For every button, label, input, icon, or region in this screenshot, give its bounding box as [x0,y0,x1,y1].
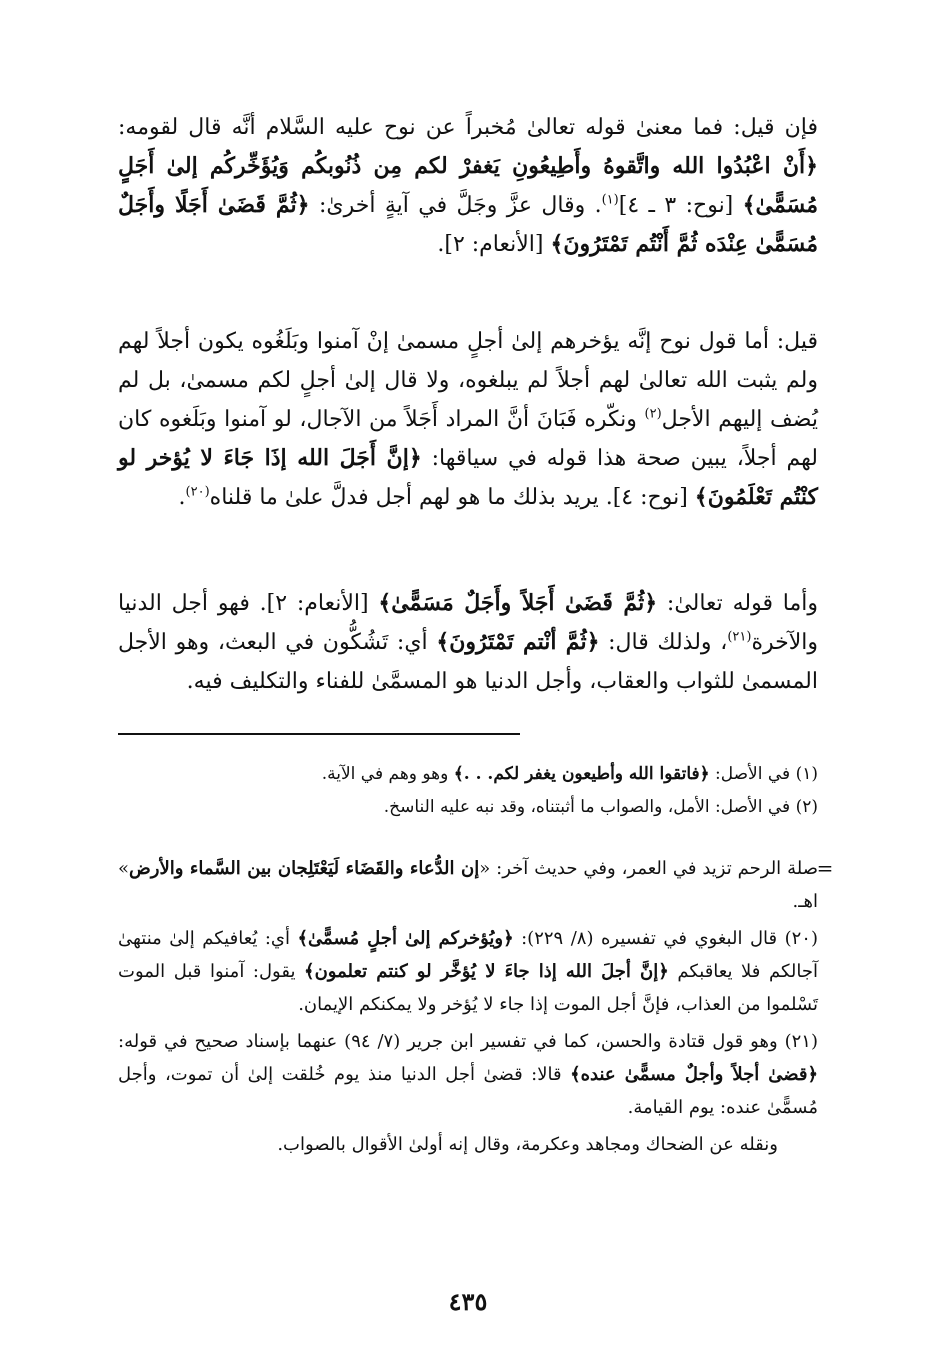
quran-quote: ﴿قضىٰ أجلاً وأجلٌ مسمًّىٰ عنده﴾ [570,1064,818,1085]
footnote-ref: (٢١) [727,629,752,645]
text-run: (١) في الأصل: [709,764,818,784]
paragraph-2 [118,322,818,517]
text-run: (٢) في الأصل: الأمل، والصواب ما أثبتناه، وقد نبه عليه الناسخ. [383,797,818,817]
quran-quote: ﴿ويُؤخركم إلىٰ أجلٍ مُسمًّىٰ﴾ [297,928,514,949]
text-run: أي: تَشُكُّون في البعث، وهو الأجل المسمىٰ للثواب والعقاب، وأجل الدنيا هو المسمَّىٰ للفناء والتكليف فيه. [118,630,818,694]
quran-quote: ﴿ثُمَّ أنْتم تَمْتَرُونَ﴾ [436,629,600,655]
text-run: (٢١) وهو قول قتادة والحسن، كما في تفسير ابن جرير (٧/ ٩٤) عنهما بإسناد صحيح في قوله: [118,1031,818,1052]
text-run: ونقله عن الضحاك ومجاهد وعكرمة، وقال إنه أولىٰ الأقوال بالصواب. [277,1134,778,1155]
editor-footnotes [118,758,818,824]
paragraph-1 [118,108,818,264]
text-run: ونكّره فَبَانَ أنَّ المراد أَجَلاً من الآجال، لو آمنوا وبَلَغوه كان لهم أجلاً، يبين صحة هذا قوله في سياقها: [118,407,818,471]
quran-quote: ﴿إنَّ أَجَلَ الله إذَا جَاءَ لا يُؤخر لو كنْتُم تَعْلَمُونَ﴾ [118,445,818,510]
text-run: وأما قوله تعالىٰ: [657,591,819,616]
quran-quote: ﴿فاتقوا الله وأطيعون يغفر لكم. . .﴾ [453,764,710,784]
page-number: ٤٣٥ [448,1287,488,1316]
text-run: . وقال عزَّ وجَلَّ في آيةٍ أخرىٰ: [309,193,602,218]
quran-quote: ﴿ثُمَّ قَضَىٰ أَجَلاً وأَجَلٌ مَسَمًّىٰ﴾ [378,590,658,616]
footnote-ref: (٢٠) [185,484,210,500]
quran-quote: ﴿ثُمَّ قَضَىٰ أَجَلًا وأَجَلٌ مُسَمًّىٰ عِنْدَه ثُمَّ أَنْتُم تَمْتَرُونَ﴾ [118,192,818,257]
commentary-footnote-20 [118,922,818,1021]
text-run: وهو وهم في الآية. [321,764,454,784]
commentary-footnote-21-addendum [118,1128,818,1161]
footnote-1 [118,758,818,791]
quran-quote: إن الدُّعاء والقَضَاء لَيَعْتَلِجان بين السَّماء والأرض [129,858,480,879]
paragraph-3 [118,584,818,701]
commentary-footnotes [118,852,818,1165]
text-run: » اهـ. [118,858,818,912]
footnote-ref: (٢) [644,406,662,422]
quran-quote: ﴿أَنْ اعْبُدُوا الله واتَّقوهُ وأَطِيعُونِ يَغفرْ لكم مِن ذُنُوبكُم وَيُؤَخِّركُم إلىٰ أَجَلٍ مُسَمًّىٰ﴾ [118,153,819,218]
text-run: [نوح: ٣ ـ ٤] [618,193,743,218]
text-run: فإن قيل: فما معنىٰ قوله تعالىٰ مُخبراً عن نوح عليه السَّلام أنَّه قال لقومه: [118,115,818,140]
text-run: قالا: قضىٰ أجل الدنيا منذ يوم خُلقت إلىٰ أن تموت، وأجل مُسمًّىٰ عنده: يوم القيامة. [118,1064,818,1118]
text-run: ، ولذلك قال: [599,630,728,655]
continuation-mark: = [816,856,834,880]
text-run: يقول: آمنوا قبل الموت تَسْلموا من العذاب، فإنَّ أجل الموت إذا جاء لا يُؤخر ولا يمكنكم الإيمان. [118,961,818,1015]
text-run: قيل: أما قول نوح إنَّه يؤخرهم إلىٰ أجلٍ مسمىٰ إنْ آمنوا وبَلَغُوه يكون أجلاً لهم ولم يثبت الله تعالىٰ لهم أجلاً لم يبلغوه، ولا قال إلىٰ أجلٍ لكم مسمىٰ، بل لم يُضف إليهم الأجل [118,329,819,432]
text-run: صلة الرحم تزيد في العمر، وفي حديث آخر: « [479,858,818,879]
commentary-footnote-21 [118,1025,818,1124]
text-run: (٢٠) قال البغوي في تفسيره (٨/ ٢٢٩): [513,928,818,949]
commentary-continuation [118,852,818,918]
text-run: [الأنعام: ٢]. [437,232,551,257]
footnote-ref: (١) [601,192,619,208]
text-run: [الأنعام: ٢]. فهو أجل الدنيا والآخرة [118,591,819,655]
text-run: أي: يُعافيكم إلىٰ منتهىٰ آجالكم فلا يعاقبكم [118,928,818,982]
text-run: . [178,485,186,510]
footnote-2 [118,791,818,824]
footnote-separator [118,733,520,735]
quran-quote: ﴿إنَّ أجلَ الله إذا جاءَ لا يُؤخَّر لو كنتم تعلمون﴾ [304,961,669,982]
text-run: [نوح: ٤]. يريد بذلك ما هو لهم أجل فدلَّ علىٰ ما قلناه [209,485,695,510]
